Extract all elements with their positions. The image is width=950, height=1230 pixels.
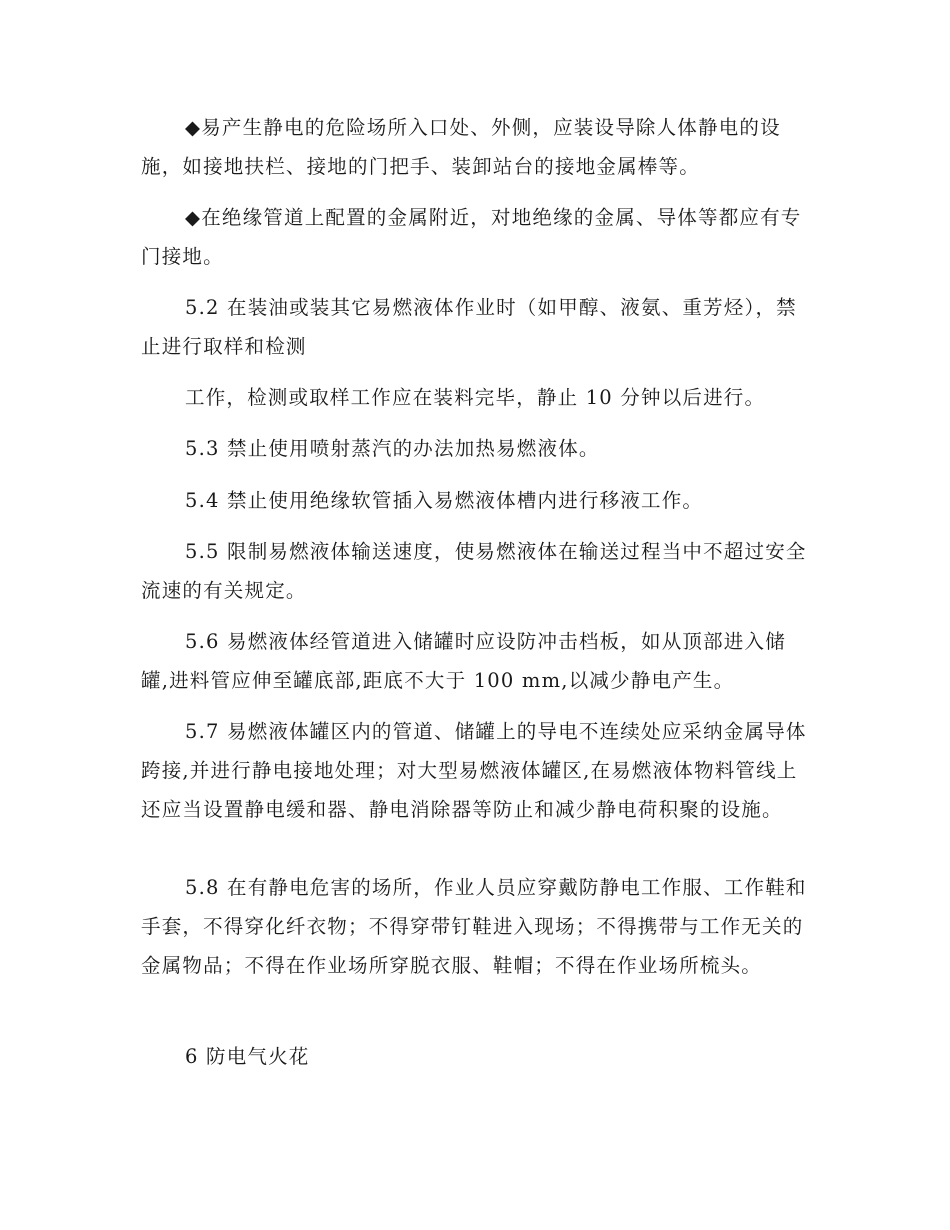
paragraph-5-6: 5.6 易燃液体经管道进入储罐时应设防冲击档板，如从顶部进入储罐,进料管应伸至罐底部,距底不大于 100 mm,以减少静电产生。 bbox=[141, 630, 786, 692]
paragraph-insulated-pipe-grounding: ◆在绝缘管道上配置的金属附近，对地绝缘的金属、导体等都应有专门接地。 bbox=[141, 206, 802, 268]
paragraph-5-2-continued: 工作，检测或取样工作应在装料完毕，静止 10 分钟以后进行。 bbox=[185, 386, 766, 409]
paragraph-5-7: 5.7 易燃液体罐区内的管道、储罐上的导电不连续处应采纳金属导体跨接,并进行静电接地处理；对大型易燃液体罐区,在易燃液体物料管线上还应当设置静电缓和器、静电消除器等防止和减少静电荷积聚的设施。 bbox=[141, 720, 807, 821]
paragraph-5-5: 5.5 限制易燃液体输送速度，使易燃液体在输送过程当中不超过安全流速的有关规定。 bbox=[141, 540, 807, 602]
paragraph-5-4: 5.4 禁止使用绝缘软管插入易燃液体槽内进行移液工作。 bbox=[185, 489, 704, 512]
paragraph-5-8: 5.8 在有静电危害的场所，作业人员应穿戴防静电工作服、工作鞋和手套，不得穿化纤衣物；不得穿带钉鞋进入现场；不得携带与工作无关的金属物品；不得在作业场所穿脱衣服、鞋帽；不得在作业场所梳头。 bbox=[141, 876, 807, 977]
paragraph-5-3: 5.3 禁止使用喷射蒸汽的办法加热易燃液体。 bbox=[185, 437, 600, 460]
paragraph-5-2: 5.2 在装油或装其它易燃液体作业时（如甲醇、液氨、重芳烃），禁止进行取样和检测 bbox=[141, 296, 797, 358]
paragraph-static-grounding-entrance: ◆易产生静电的危险场所入口处、外侧，应装设导除人体静电的设施，如接地扶栏、接地的门把手、装卸站台的接地金属棒等。 bbox=[141, 116, 781, 178]
section-heading-6: 6 防电气火花 bbox=[185, 1045, 310, 1068]
